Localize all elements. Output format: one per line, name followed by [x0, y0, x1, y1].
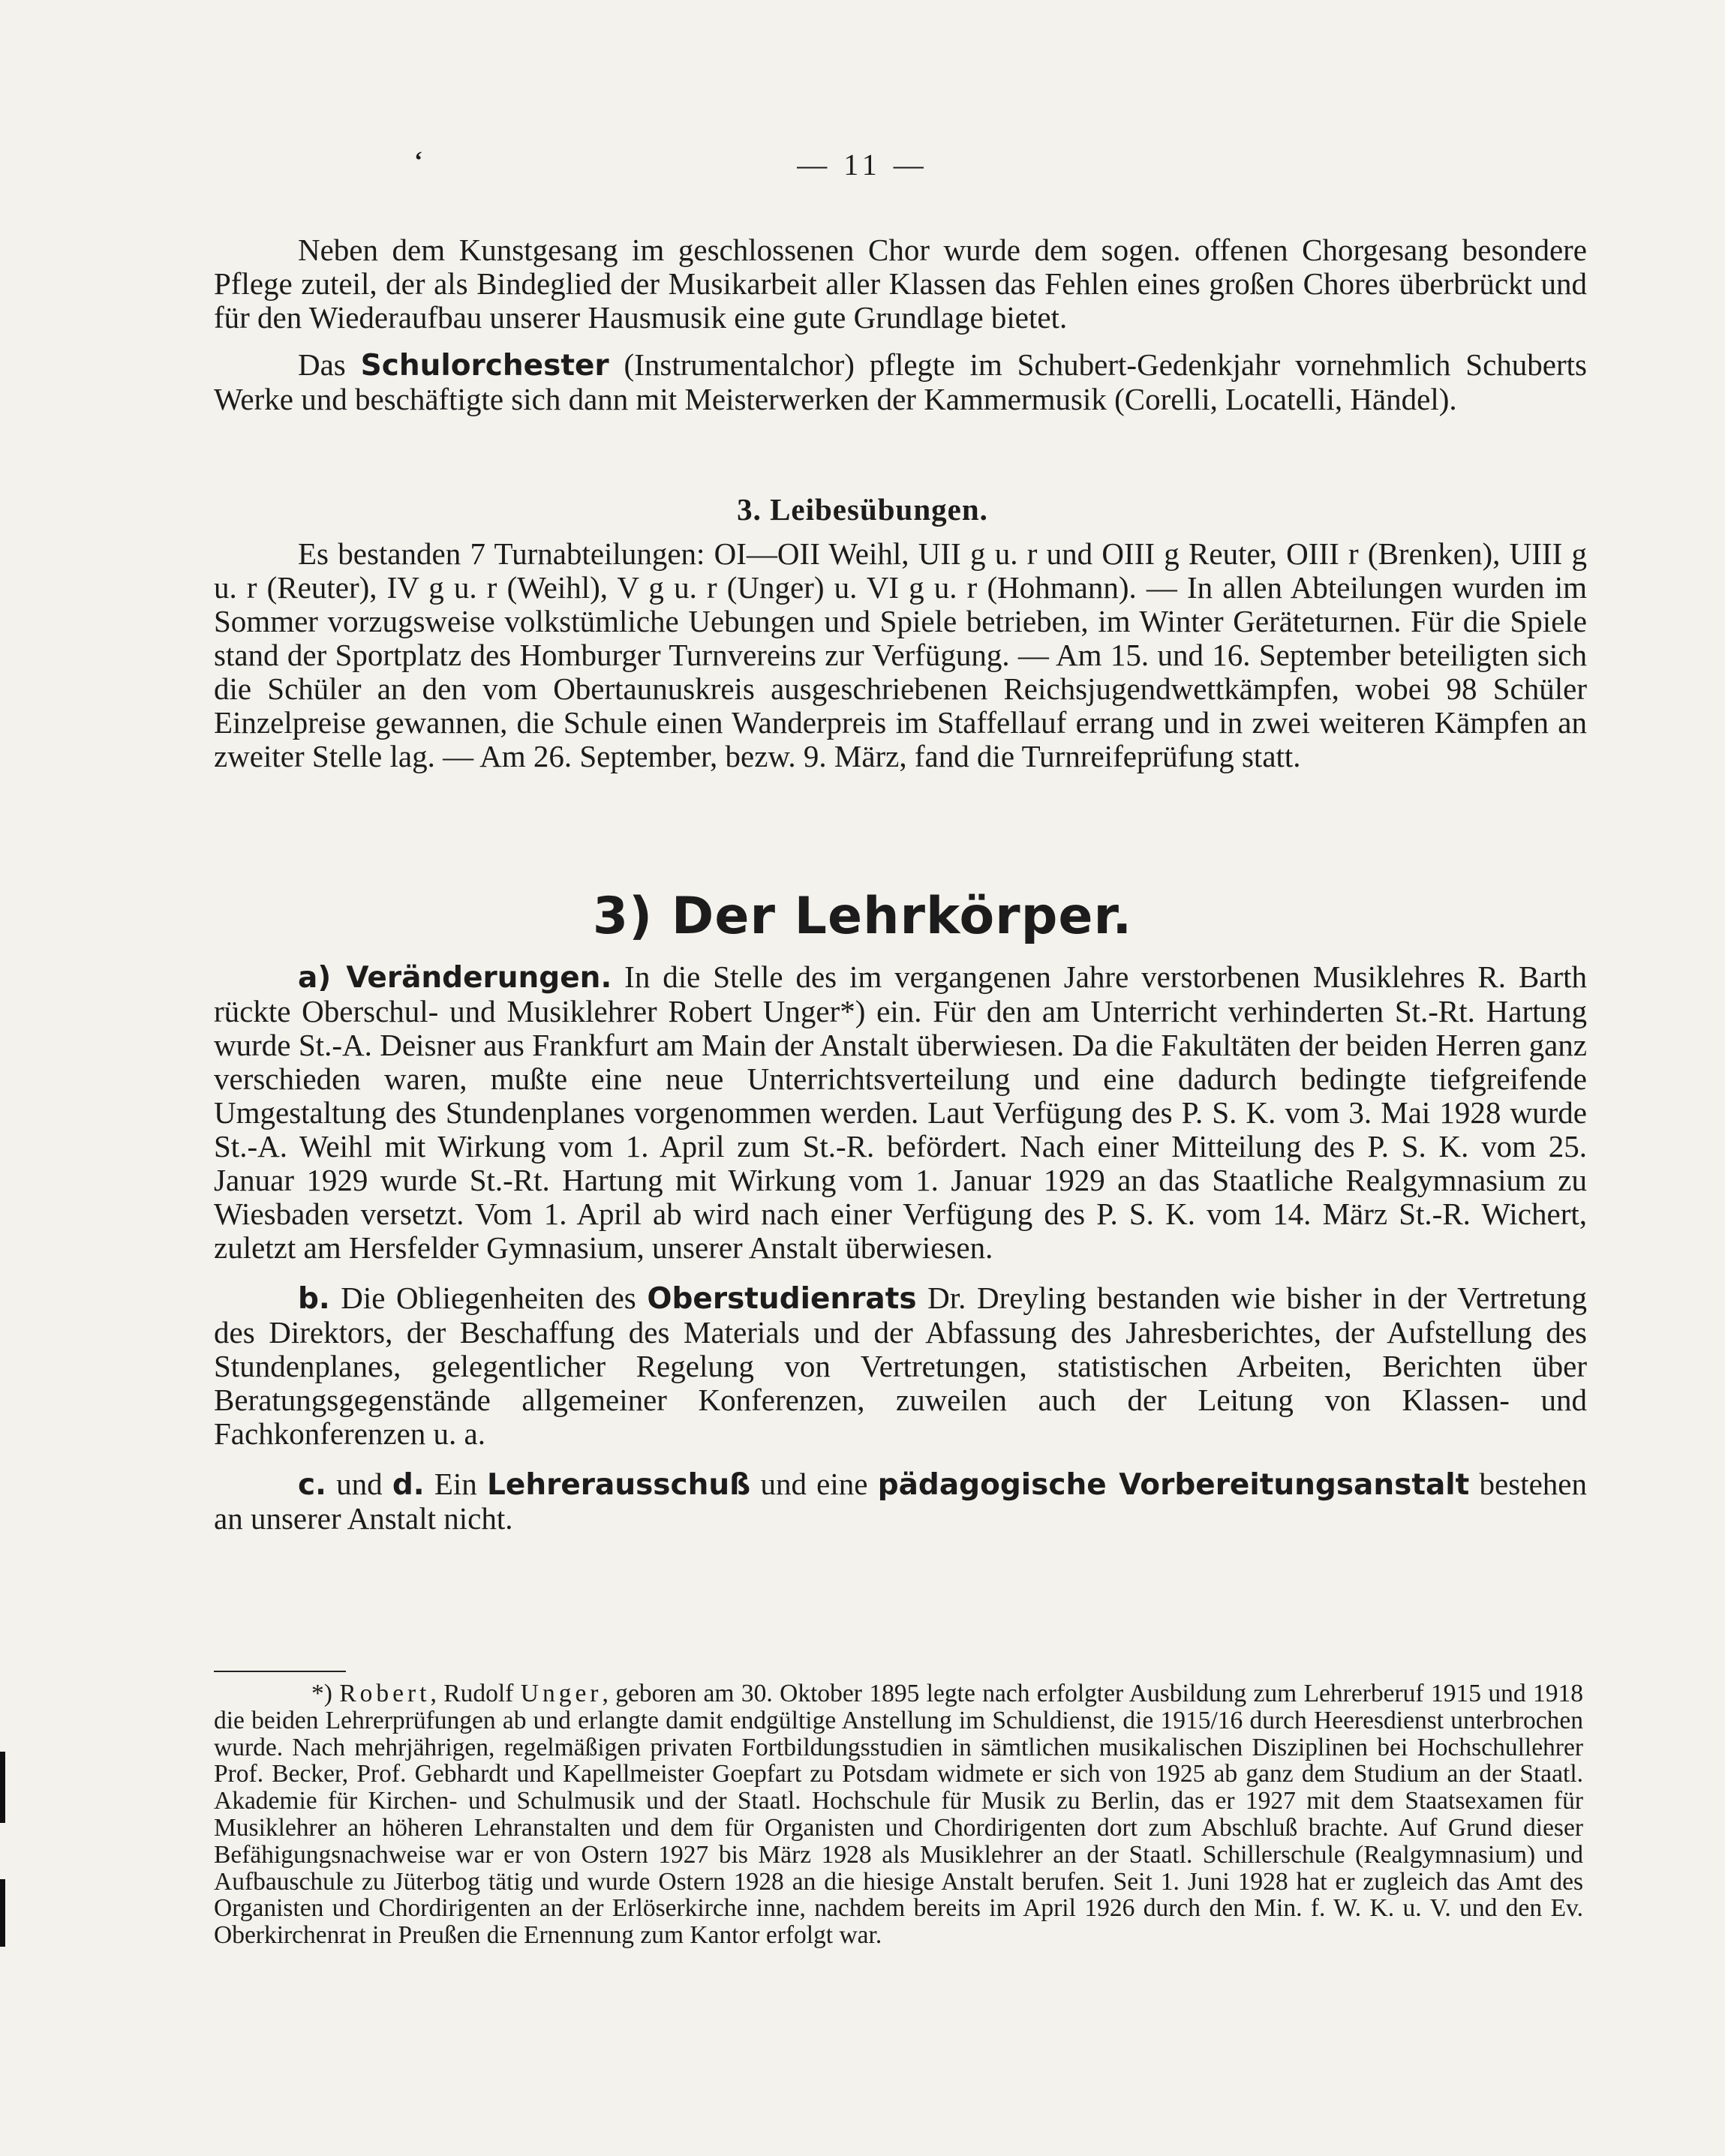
paragraph-chorgesang: Neben dem Kunstgesang im geschlossenen Chor wurde dem sogen. offenen Chorgesang besondere Pflege zuteil, der als Bindeglied der Musikarbeit aller Klassen das Fehlen eines großen Chores überbrückt und für den Wiederaufbau unserer Hausmusik eine gute Grundlage bietet.: [214, 233, 1587, 335]
text-span: und: [326, 1467, 392, 1501]
footnote-name: Robert: [339, 1680, 431, 1707]
text-span: , Rudolf: [430, 1680, 521, 1707]
bold-oberstudienrats: Oberstudienrats: [647, 1282, 917, 1316]
bold-vorbereitungsanstalt: pädagogische Vorbereitungsanstalt: [877, 1468, 1470, 1502]
footnote-marker: *): [311, 1680, 340, 1707]
footnote-name: Unger: [520, 1680, 603, 1707]
label-b: b.: [298, 1282, 330, 1316]
section-title-lehrkoerper: 3) Der Lehrkörper.: [592, 887, 1133, 946]
text-span: bestehen an unserer Anstalt nicht.: [214, 1467, 1587, 1536]
heading-leibesuebungen: 3. Leibesübungen.: [737, 492, 988, 527]
text-span: Das: [298, 347, 361, 382]
footnote-rule: [214, 1671, 346, 1672]
page-number: — 11 —: [797, 148, 928, 182]
paragraph-leibesuebungen: Es bestanden 7 Turnabteilungen: OI—OII Weihl, UII g u. r und OIII g Reuter, OIII r (Brenken), UIII g u. r (Reuter), IV g u. r (Weihl), V g u. r (Unger) u. VI g u. r (Hohmann). — In allen Abteilungen wurden im Sommer vorzugsweise volkstümliche Uebungen und Spiele betrieben, im Winter Geräteturnen. Für die Spiele stand der Sportplatz des Homburger Turnvereins zur Verfügung. — Am 15. und 16. September beteiligten sich die Schüler an den vom Obertaunuskreis ausgeschriebenen Reichsjugendwettkämpfen, wobei 98 Schüler Einzelpreise gewannen, die Schule einen Wanderpreis im Staffellauf errang und in zwei weiteren Kämpfen an zweiter Stelle lag. — Am 26. September, bezw. 9. März, fand die Turnreifeprüfung statt.: [214, 536, 1587, 773]
text-span: (Instrumentalchor) pflegte im Schubert-Gedenkjahr vornehmlich Schuberts Werke und beschäftigte sich dann mit Meisterwerken der Kammermusik (Corelli, Locatelli, Händel).: [214, 347, 1588, 416]
label-c: c.: [298, 1468, 326, 1502]
bold-lehrerausschuss: Lehrerausschuß: [487, 1468, 751, 1502]
stray-mark: ʻ: [414, 147, 423, 175]
footnote-text: [214, 1680, 1583, 1949]
text-span: Ein: [424, 1467, 488, 1501]
label-d: d.: [392, 1468, 425, 1502]
label-veraenderungen: a) Veränderungen.: [298, 961, 612, 995]
text-span: , geboren am 30. Oktober 1895 legte nach erfolgter Ausbildung zum Lehrerberuf 1915 und 1918 die beiden Lehrerprüfungen ab und erlangte damit endgültige Anstellung im Schuldienst, die 1915/16 durch Heeresdienst unterbrochen wurde. Nach mehrjährigen, regelmäßigen privaten Fortbildungsstudien in sämtlichen musikalischen Disziplinen bei Hochschullehrer Prof. Becker, Prof. Gebhardt und Kapellmeister Goepfart zu Potsdam widmete er sich von 1925 ab ganz dem Studium an der Staatl. Akademie für Kirchen- und Schulmusik und der Staatl. Hochschule für Musik zu Berlin, das er 1927 mit dem Staatsexamen für Musiklehrer an höheren Lehranstalten und dem für Organisten und Chordirigenten dort zum Abschluß brachte. Auf Grund dieser Befähigungsnachweise war er von Ostern 1927 bis März 1928 als Musiklehrer an der Staatl. Schillerschule (Realgymnasium) und Aufbauschule zu Jüterbog tätig und wurde Ostern 1928 an die hiesige Anstalt berufen. Seit 1. Juni 1928 hat er zugleich das Amt des Organisten und Chordirigenten an der Erlöserkirche inne, nachdem bereits im April 1926 durch den Min. f. W. K. u. V. und den Ev. Oberkirchenrat in Preußen die Ernennung zum Kantor erfolgt war.: [214, 1680, 1584, 1950]
text-span: Dr. Dreyling bestanden wie bisher in der Vertretung des Direktors, der Beschaffung des Materials und der Abfassung des Jahresberichtes, der Aufstellung des Stundenplanes, gelegentlicher Regelung von Vertretungen, statistischen Arbeiten, Berichten über Beratungsgegenstände allgemeiner Konferenzen, zuweilen auch der Leitung von Klassen- und Fachkonferenzen u. a.: [214, 1281, 1587, 1451]
text-span: In die Stelle des im vergangenen Jahre verstorbenen Musiklehres R. Barth rückte Oberschul- und Musiklehrer Robert Unger*) ein. Für den am Unterricht verhinderten St.-Rt. Hartung wurde St.-A. Deisner aus Frankfurt am Main der Anstalt überwiesen. Da die Fakultäten der beiden Herren ganz verschieden waren, mußte eine neue Unterrichtsverteilung und eine dadurch bedingte tiefgreifende Umgestaltung des Stundenplanes vorgenommen werden. Laut Verfügung des P. S. K. vom 3. Mai 1928 wurde St.-A. Weihl mit Wirkung vom 1. April zum St.-R. befördert. Nach einer Mitteilung des P. S. K. vom 25. Januar 1929 wurde St.-Rt. Hartung mit Wirkung vom 1. Januar 1929 an das Staatliche Realgymnasium zu Wiesbaden versetzt. Vom 1. April ab wird nach einer Verfügung des P. S. K. vom 14. März St.-R. Wichert, zuletzt am Hersfelder Gymnasium, unserer Anstalt überwiesen.: [214, 959, 1587, 1265]
footnote: [214, 1680, 1583, 1949]
bold-schulorchester: Schulorchester: [360, 349, 609, 383]
margin-mark: [0, 1879, 5, 1947]
paragraph-oberstudienrat: [214, 1281, 1587, 1451]
text-span: Die Obliegenheiten des: [329, 1281, 648, 1315]
paragraph-orchester: [214, 348, 1587, 416]
paragraph-veraenderungen: [214, 960, 1587, 1265]
leibesuebungen-section: [214, 537, 1587, 773]
margin-mark: [0, 1752, 5, 1823]
lehrkoerper-section: [214, 960, 1587, 1536]
paragraph-lehrerausschuss: [214, 1467, 1587, 1536]
music-section: [214, 233, 1587, 416]
text-span: und eine: [750, 1467, 878, 1501]
